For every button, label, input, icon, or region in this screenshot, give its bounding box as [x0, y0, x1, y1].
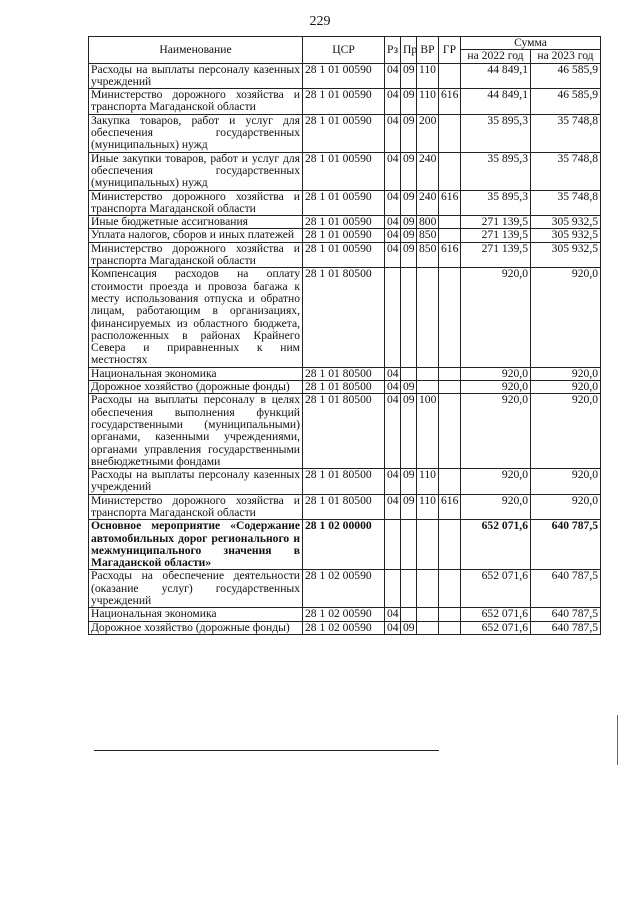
row-sum-2023: 305 932,5	[531, 216, 601, 229]
row-rz: 04	[385, 394, 401, 469]
row-sum-2022: 920,0	[461, 394, 531, 469]
row-rz: 04	[385, 621, 401, 634]
table-body	[89, 63, 601, 634]
table-row	[89, 608, 601, 621]
row-vr: 800	[417, 216, 439, 229]
row-gr	[439, 469, 461, 495]
row-pr: 09	[401, 242, 417, 268]
row-vr: 100	[417, 394, 439, 469]
row-name: Основное мероприятие «Содержание автомобильных дорог регионального и межмуниципального значения в Магаданской области»	[89, 520, 303, 570]
row-rz	[385, 570, 401, 608]
row-sum-2023: 920,0	[531, 367, 601, 380]
row-gr: 616	[439, 242, 461, 268]
row-gr	[439, 621, 461, 634]
row-vr: 850	[417, 242, 439, 268]
row-csr: 28 1 02 00590	[303, 570, 385, 608]
row-vr: 110	[417, 89, 439, 115]
row-pr: 09	[401, 229, 417, 242]
row-sum-2023: 640 787,5	[531, 520, 601, 570]
row-vr	[417, 381, 439, 394]
row-gr: 616	[439, 494, 461, 520]
row-rz: 04	[385, 216, 401, 229]
row-csr: 28 1 01 00590	[303, 114, 385, 152]
row-sum-2022: 35 895,3	[461, 152, 531, 190]
row-pr: 09	[401, 63, 417, 89]
row-csr: 28 1 01 00590	[303, 152, 385, 190]
row-sum-2022: 920,0	[461, 381, 531, 394]
row-name: Министерство дорожного хозяйства и транспорта Магаданской области	[89, 242, 303, 268]
row-gr	[439, 520, 461, 570]
row-name: Расходы на выплаты персоналу в целях обеспечения выполнения функций государственными (муниципальными) органами, казенными учреждениями, органами управления государственными внебюджетными фондами	[89, 394, 303, 469]
header-name: Наименование	[89, 37, 303, 64]
row-vr: 240	[417, 152, 439, 190]
row-sum-2022: 920,0	[461, 367, 531, 380]
row-pr: 09	[401, 494, 417, 520]
row-gr	[439, 268, 461, 367]
margin-mark	[617, 715, 618, 765]
row-csr: 28 1 02 00000	[303, 520, 385, 570]
row-csr: 28 1 01 00590	[303, 216, 385, 229]
row-rz: 04	[385, 381, 401, 394]
row-gr	[439, 229, 461, 242]
row-sum-2022: 652 071,6	[461, 520, 531, 570]
row-vr	[417, 608, 439, 621]
row-pr: 09	[401, 190, 417, 216]
row-rz: 04	[385, 469, 401, 495]
row-csr: 28 1 01 00590	[303, 63, 385, 89]
row-csr: 28 1 02 00590	[303, 608, 385, 621]
row-name: Министерство дорожного хозяйства и транспорта Магаданской области	[89, 89, 303, 115]
row-sum-2022: 652 071,6	[461, 608, 531, 621]
row-gr	[439, 216, 461, 229]
row-vr: 240	[417, 190, 439, 216]
row-pr: 09	[401, 114, 417, 152]
row-sum-2023: 920,0	[531, 394, 601, 469]
row-sum-2022: 271 139,5	[461, 216, 531, 229]
row-sum-2023: 920,0	[531, 268, 601, 367]
row-pr: 09	[401, 216, 417, 229]
row-sum-2023: 640 787,5	[531, 570, 601, 608]
row-name: Расходы на выплаты персоналу казенных учреждений	[89, 469, 303, 495]
row-pr: 09	[401, 469, 417, 495]
row-rz: 04	[385, 367, 401, 380]
row-pr: 09	[401, 621, 417, 634]
row-rz: 04	[385, 494, 401, 520]
row-name: Закупка товаров, работ и услуг для обеспечения государственных (муниципальных) нужд	[89, 114, 303, 152]
header-year-2023: на 2023 год	[531, 50, 601, 63]
row-pr: 09	[401, 381, 417, 394]
row-name: Национальная экономика	[89, 367, 303, 380]
row-sum-2022: 920,0	[461, 469, 531, 495]
row-gr	[439, 367, 461, 380]
table-row	[89, 114, 601, 152]
header-sum: Сумма	[461, 37, 601, 50]
table-header	[89, 37, 601, 64]
table-row	[89, 229, 601, 242]
row-gr	[439, 152, 461, 190]
page-number: 229	[309, 14, 331, 29]
row-csr: 28 1 02 00590	[303, 621, 385, 634]
budget-table	[88, 36, 601, 635]
row-vr	[417, 570, 439, 608]
table-row	[89, 268, 601, 367]
row-csr: 28 1 01 00590	[303, 89, 385, 115]
row-sum-2022: 44 849,1	[461, 63, 531, 89]
row-rz: 04	[385, 242, 401, 268]
row-sum-2023: 46 585,9	[531, 63, 601, 89]
row-sum-2022: 652 071,6	[461, 570, 531, 608]
header-gr: ГР	[439, 37, 461, 64]
row-vr: 200	[417, 114, 439, 152]
row-name: Министерство дорожного хозяйства и транспорта Магаданской области	[89, 494, 303, 520]
row-name: Дорожное хозяйство (дорожные фонды)	[89, 381, 303, 394]
table-row	[89, 570, 601, 608]
row-name: Национальная экономика	[89, 608, 303, 621]
row-pr: 09	[401, 152, 417, 190]
row-rz: 04	[385, 152, 401, 190]
row-sum-2023: 305 932,5	[531, 229, 601, 242]
row-sum-2023: 46 585,9	[531, 89, 601, 115]
table-row	[89, 190, 601, 216]
table-row	[89, 381, 601, 394]
row-vr	[417, 367, 439, 380]
table-row	[89, 216, 601, 229]
row-sum-2022: 35 895,3	[461, 190, 531, 216]
row-gr	[439, 114, 461, 152]
table-row	[89, 63, 601, 89]
footer-rule	[94, 750, 439, 751]
row-sum-2023: 640 787,5	[531, 608, 601, 621]
row-gr	[439, 381, 461, 394]
row-name: Расходы на выплаты персоналу казенных учреждений	[89, 63, 303, 89]
row-vr	[417, 621, 439, 634]
table-row	[89, 469, 601, 495]
row-name: Дорожное хозяйство (дорожные фонды)	[89, 621, 303, 634]
row-rz	[385, 268, 401, 367]
row-csr: 28 1 01 80500	[303, 381, 385, 394]
row-pr: 09	[401, 394, 417, 469]
header-vr: ВР	[417, 37, 439, 64]
row-vr: 110	[417, 469, 439, 495]
table-row	[89, 89, 601, 115]
header-pr: Пр	[401, 37, 417, 64]
table-row	[89, 394, 601, 469]
row-sum-2023: 305 932,5	[531, 242, 601, 268]
row-vr	[417, 520, 439, 570]
row-pr	[401, 367, 417, 380]
row-sum-2022: 920,0	[461, 494, 531, 520]
row-sum-2022: 35 895,3	[461, 114, 531, 152]
row-sum-2023: 920,0	[531, 469, 601, 495]
row-sum-2023: 35 748,8	[531, 190, 601, 216]
row-gr	[439, 570, 461, 608]
row-rz	[385, 520, 401, 570]
row-pr: 09	[401, 89, 417, 115]
row-pr	[401, 520, 417, 570]
row-pr	[401, 570, 417, 608]
row-csr: 28 1 01 80500	[303, 394, 385, 469]
row-vr: 850	[417, 229, 439, 242]
row-pr	[401, 608, 417, 621]
header-csr: ЦСР	[303, 37, 385, 64]
row-gr	[439, 394, 461, 469]
row-name: Расходы на обеспечение деятельности (оказание услуг) государственных учреждений	[89, 570, 303, 608]
header-rz: Рз	[385, 37, 401, 64]
row-rz: 04	[385, 89, 401, 115]
row-sum-2022: 652 071,6	[461, 621, 531, 634]
header-year-2022: на 2022 год	[461, 50, 531, 63]
row-csr: 28 1 01 80500	[303, 268, 385, 367]
row-sum-2023: 35 748,8	[531, 114, 601, 152]
row-name: Министерство дорожного хозяйства и транспорта Магаданской области	[89, 190, 303, 216]
row-rz: 04	[385, 114, 401, 152]
row-csr: 28 1 01 80500	[303, 494, 385, 520]
row-rz: 04	[385, 63, 401, 89]
table-row	[89, 242, 601, 268]
row-name: Иные закупки товаров, работ и услуг для обеспечения государственных (муниципальных) нужд	[89, 152, 303, 190]
row-pr	[401, 268, 417, 367]
row-name: Компенсация расходов на оплату стоимости проезда и провоза багажа к месту использования отпуска и обратно лицам, работающим в организациях, финансируемых из областного бюджета, расположенных в районах Крайнего Севера и приравненных к ним местностях	[89, 268, 303, 367]
row-sum-2023: 920,0	[531, 494, 601, 520]
row-sum-2023: 640 787,5	[531, 621, 601, 634]
table-row	[89, 621, 601, 634]
row-rz: 04	[385, 190, 401, 216]
row-csr: 28 1 01 00590	[303, 242, 385, 268]
row-gr: 616	[439, 89, 461, 115]
row-sum-2022: 44 849,1	[461, 89, 531, 115]
row-gr: 616	[439, 190, 461, 216]
row-rz: 04	[385, 608, 401, 621]
row-gr	[439, 63, 461, 89]
table-row	[89, 520, 601, 570]
row-vr: 110	[417, 63, 439, 89]
row-gr	[439, 608, 461, 621]
row-vr	[417, 268, 439, 367]
row-rz: 04	[385, 229, 401, 242]
row-sum-2022: 271 139,5	[461, 242, 531, 268]
table-row	[89, 494, 601, 520]
row-sum-2022: 271 139,5	[461, 229, 531, 242]
row-sum-2023: 35 748,8	[531, 152, 601, 190]
row-csr: 28 1 01 80500	[303, 469, 385, 495]
row-vr: 110	[417, 494, 439, 520]
row-sum-2023: 920,0	[531, 381, 601, 394]
table-row	[89, 367, 601, 380]
row-name: Уплата налогов, сборов и иных платежей	[89, 229, 303, 242]
row-sum-2022: 920,0	[461, 268, 531, 367]
row-csr: 28 1 01 00590	[303, 229, 385, 242]
row-csr: 28 1 01 80500	[303, 367, 385, 380]
row-name: Иные бюджетные ассигнования	[89, 216, 303, 229]
table-row	[89, 152, 601, 190]
row-csr: 28 1 01 00590	[303, 190, 385, 216]
